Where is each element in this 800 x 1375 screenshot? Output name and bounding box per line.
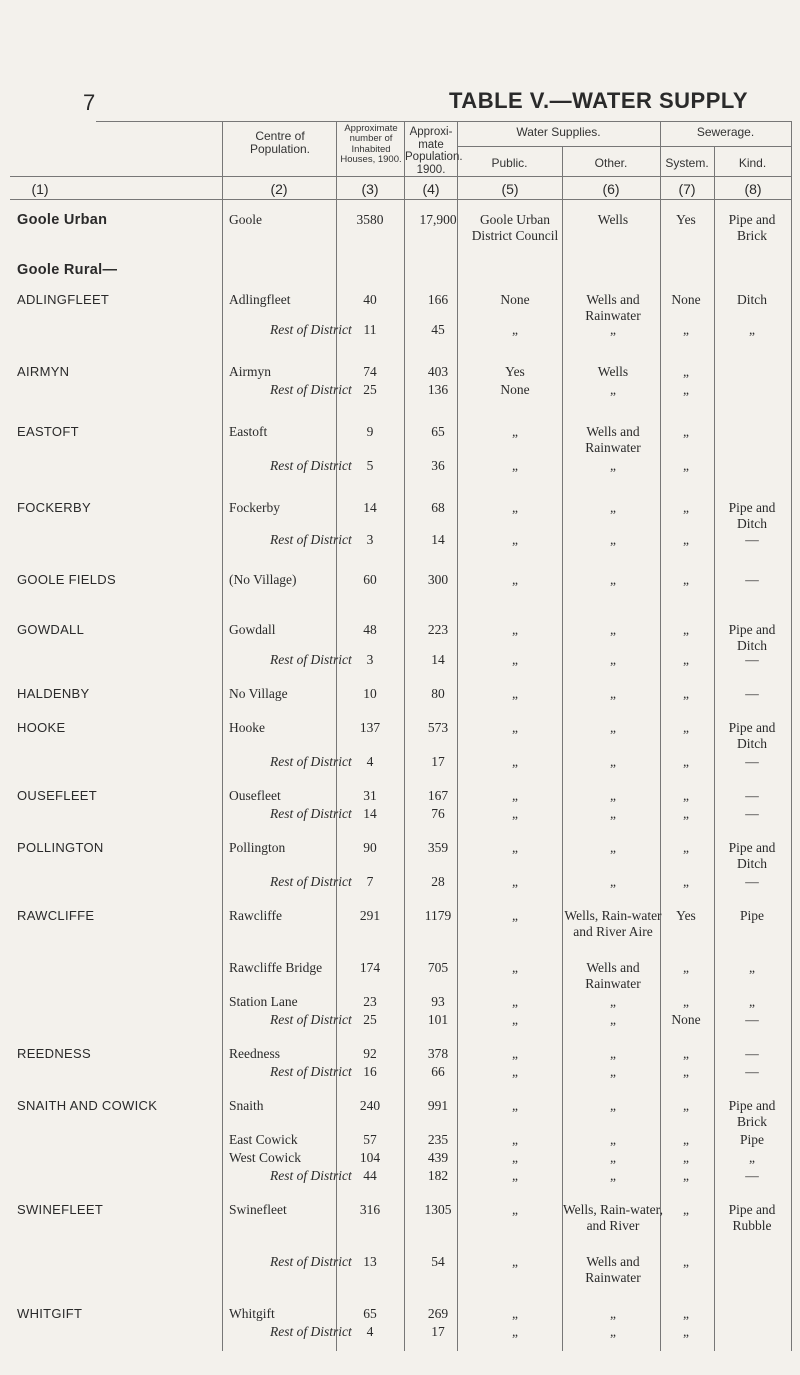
- row-public: „: [512, 1306, 518, 1321]
- row-houses: 48: [363, 622, 377, 637]
- row-centre: Fockerby: [229, 500, 280, 515]
- row-population: 439: [427, 1150, 449, 1165]
- row-kind: Pipe: [739, 908, 764, 923]
- colnum-3: (3): [361, 181, 379, 197]
- row-houses: 4: [366, 1324, 374, 1339]
- row-public: „: [512, 686, 518, 701]
- row-centre: Station Lane: [229, 994, 298, 1009]
- row-population: 76: [431, 806, 445, 821]
- row-district: POLLINGTON: [17, 840, 104, 855]
- row-other: „: [610, 686, 616, 701]
- row-system: „: [683, 1254, 689, 1269]
- row-system: „: [683, 1132, 689, 1147]
- row-system: „: [683, 994, 689, 1009]
- row-public: „: [512, 500, 518, 515]
- row-kind: Pipe and Rubble: [728, 1202, 776, 1233]
- row-houses: 92: [363, 1046, 377, 1061]
- colnum-7: (7): [678, 181, 696, 197]
- row-population: 17: [431, 1324, 445, 1339]
- row-district: OUSEFLEET: [17, 788, 97, 803]
- row-centre: (No Village): [229, 572, 297, 587]
- row-system: „: [683, 1098, 689, 1113]
- header-bottom-rule: [10, 176, 791, 177]
- row-kind: Pipe and Ditch: [728, 720, 776, 751]
- colnum-2: (2): [270, 181, 288, 197]
- row-public: „: [512, 1098, 518, 1113]
- row-district: REEDNESS: [17, 1046, 91, 1061]
- row-centre: Rest of District: [270, 806, 352, 821]
- row-population: 136: [427, 382, 449, 397]
- row-system: „: [683, 840, 689, 855]
- row-other: „: [610, 788, 616, 803]
- row-centre: West Cowick: [229, 1150, 302, 1165]
- row-public: „: [512, 622, 518, 637]
- row-houses: 14: [363, 806, 377, 821]
- row-population: 36: [431, 458, 445, 473]
- row-other: Wells and Rainwater: [585, 960, 641, 991]
- row-population: 65: [431, 424, 445, 439]
- row-houses: 57: [363, 1132, 377, 1147]
- row-system: „: [683, 788, 689, 803]
- row-system: „: [683, 1046, 689, 1061]
- row-public: None: [500, 382, 530, 397]
- row-public: „: [512, 1012, 518, 1027]
- row-houses: 31: [363, 788, 377, 803]
- row-kind: —: [745, 1168, 759, 1183]
- row-system: „: [683, 960, 689, 975]
- row-other: „: [610, 652, 616, 667]
- row-kind: „: [749, 1150, 755, 1165]
- row-houses: 3: [366, 532, 374, 547]
- row-system: None: [671, 1012, 701, 1027]
- row-kind: —: [745, 806, 759, 821]
- row-public: „: [512, 322, 518, 337]
- row-system: „: [683, 572, 689, 587]
- row-other: „: [610, 1324, 616, 1339]
- row-houses: 10: [363, 686, 377, 701]
- row-district: GOOLE FIELDS: [17, 572, 116, 587]
- row-system: „: [683, 874, 689, 889]
- row-houses: 3580: [356, 212, 384, 227]
- row-centre: Swinefleet: [229, 1202, 287, 1217]
- row-centre: Pollington: [229, 840, 286, 855]
- row-public: „: [512, 1150, 518, 1165]
- row-public: „: [512, 572, 518, 587]
- row-houses: 5: [366, 458, 374, 473]
- row-public: „: [512, 532, 518, 547]
- row-population: 80: [431, 686, 445, 701]
- row-public: „: [512, 874, 518, 889]
- row-public: „: [512, 754, 518, 769]
- row-centre: Gowdall: [229, 622, 276, 637]
- row-public: „: [512, 1168, 518, 1183]
- row-centre: Rest of District: [270, 322, 352, 337]
- row-public: „: [512, 840, 518, 855]
- row-population: 45: [431, 322, 445, 337]
- row-houses: 137: [359, 720, 381, 735]
- page-number: 7: [83, 90, 96, 115]
- row-houses: 4: [366, 754, 374, 769]
- row-population: 991: [427, 1098, 449, 1113]
- row-houses: 23: [363, 994, 377, 1009]
- col-rule-8: [791, 121, 792, 1351]
- row-public: Yes: [505, 364, 525, 379]
- row-other: Wells: [597, 364, 629, 379]
- row-population: 17: [431, 754, 445, 769]
- row-public: „: [512, 1046, 518, 1061]
- row-district: GOWDALL: [17, 622, 85, 637]
- row-kind: Pipe and Ditch: [728, 840, 776, 871]
- row-system: „: [683, 364, 689, 379]
- row-centre: Rest of District: [270, 754, 352, 769]
- row-centre: Rest of District: [270, 1012, 352, 1027]
- row-system: „: [683, 1306, 689, 1321]
- subheader-rule: [457, 146, 791, 147]
- row-public: „: [512, 458, 518, 473]
- row-population: 403: [427, 364, 449, 379]
- row-kind: —: [745, 788, 759, 803]
- row-public: „: [512, 994, 518, 1009]
- row-centre: Rest of District: [270, 874, 352, 889]
- row-system: „: [683, 1168, 689, 1183]
- header-houses: Approximate number of Inhabited Houses, 1900.: [340, 123, 402, 166]
- row-centre: No Village: [229, 686, 288, 701]
- row-district: SNAITH AND COWICK: [17, 1098, 158, 1113]
- row-system: „: [683, 458, 689, 473]
- row-population: 28: [431, 874, 445, 889]
- row-population: 378: [427, 1046, 449, 1061]
- row-centre: Whitgift: [229, 1306, 275, 1321]
- row-houses: 3: [366, 652, 374, 667]
- row-system: „: [683, 806, 689, 821]
- row-houses: 74: [363, 364, 377, 379]
- row-houses: 16: [363, 1064, 377, 1079]
- header-kind: Kind.: [738, 156, 767, 170]
- row-centre: Rawcliffe: [229, 908, 282, 923]
- row-population: 93: [431, 994, 445, 1009]
- row-centre: Rest of District: [270, 1324, 352, 1339]
- row-centre: Ousefleet: [229, 788, 281, 803]
- row-centre: Hooke: [229, 720, 265, 735]
- row-public: „: [512, 720, 518, 735]
- row-other: „: [610, 458, 616, 473]
- row-population: 269: [427, 1306, 449, 1321]
- colnum-8: (8): [744, 181, 762, 197]
- row-centre: Adlingfleet: [229, 292, 291, 307]
- row-houses: 60: [363, 572, 377, 587]
- row-kind: —: [745, 1064, 759, 1079]
- row-system: „: [683, 754, 689, 769]
- row-population: 66: [431, 1064, 445, 1079]
- row-other: „: [610, 500, 616, 515]
- colnum-1: (1): [31, 181, 49, 197]
- row-kind: —: [745, 1012, 759, 1027]
- row-houses: 104: [359, 1150, 381, 1165]
- row-kind: —: [745, 572, 759, 587]
- row-system: „: [683, 652, 689, 667]
- row-houses: 25: [363, 382, 377, 397]
- row-population: 235: [427, 1132, 449, 1147]
- row-houses: 65: [363, 1306, 377, 1321]
- header-public: Public.: [491, 156, 528, 170]
- row-district: RAWCLIFFE: [17, 908, 95, 923]
- row-population: 1179: [424, 908, 452, 923]
- row-other: „: [610, 382, 616, 397]
- row-centre: Goole: [229, 212, 262, 227]
- row-population: 54: [431, 1254, 445, 1269]
- row-public: None: [500, 292, 530, 307]
- row-other: „: [610, 1098, 616, 1113]
- row-population: 167: [427, 788, 449, 803]
- row-public: „: [512, 960, 518, 975]
- row-district: FOCKERBY: [17, 500, 91, 515]
- colnum-6: (6): [602, 181, 620, 197]
- row-district: HOOKE: [17, 720, 66, 735]
- row-other: „: [610, 806, 616, 821]
- table-top-rule: [96, 121, 791, 122]
- row-kind: Ditch: [737, 292, 767, 307]
- row-other: Wells: [597, 212, 629, 227]
- row-other: „: [610, 622, 616, 637]
- row-houses: 316: [359, 1202, 381, 1217]
- row-district: Goole Rural—: [17, 262, 118, 278]
- row-system: „: [683, 686, 689, 701]
- row-centre: Rawcliffe Bridge: [229, 960, 323, 975]
- row-public: Goole Urban District Council: [471, 212, 559, 243]
- row-population: 300: [427, 572, 449, 587]
- row-public: „: [512, 652, 518, 667]
- header-sewerage: Sewerage.: [696, 125, 755, 139]
- row-centre: Airmyn: [229, 364, 271, 379]
- row-system: „: [683, 720, 689, 735]
- row-centre: Rest of District: [270, 1254, 352, 1269]
- row-public: „: [512, 1324, 518, 1339]
- row-kind: Pipe and Brick: [728, 1098, 776, 1129]
- row-district: Goole Urban: [17, 212, 108, 228]
- row-public: „: [512, 806, 518, 821]
- row-district: SWINEFLEET: [17, 1202, 104, 1217]
- row-population: 573: [427, 720, 449, 735]
- row-kind: Pipe: [739, 1132, 764, 1147]
- row-district: ADLINGFLEET: [17, 292, 110, 307]
- colnum-rule: [10, 199, 791, 200]
- row-system: „: [683, 1150, 689, 1165]
- row-other: „: [610, 994, 616, 1009]
- row-other: „: [610, 1064, 616, 1079]
- row-centre: Eastoft: [229, 424, 268, 439]
- row-centre: Snaith: [229, 1098, 264, 1113]
- colnum-4: (4): [422, 181, 440, 197]
- row-population: 166: [427, 292, 449, 307]
- row-centre: Rest of District: [270, 1168, 352, 1183]
- row-kind: Pipe and Ditch: [728, 500, 776, 531]
- row-other: Wells and Rainwater: [585, 292, 641, 323]
- row-houses: 40: [363, 292, 377, 307]
- row-centre: East Cowick: [229, 1132, 298, 1147]
- row-system: „: [683, 500, 689, 515]
- row-other: „: [610, 874, 616, 889]
- row-houses: 13: [363, 1254, 377, 1269]
- row-public: „: [512, 1254, 518, 1269]
- row-other: Wells, Rain-water and River Aire: [564, 908, 662, 939]
- row-system: „: [683, 622, 689, 637]
- row-houses: 9: [366, 424, 374, 439]
- row-district: HALDENBY: [17, 686, 90, 701]
- row-houses: 174: [359, 960, 381, 975]
- row-district: WHITGIFT: [17, 1306, 83, 1321]
- row-kind: —: [745, 874, 759, 889]
- row-other: Wells and Rainwater: [585, 1254, 641, 1285]
- row-public: „: [512, 424, 518, 439]
- row-other: „: [610, 754, 616, 769]
- row-population: 182: [427, 1168, 449, 1183]
- header-water: Water Supplies.: [516, 125, 601, 139]
- row-other: „: [610, 572, 616, 587]
- colnum-5: (5): [501, 181, 519, 197]
- row-kind: —: [745, 754, 759, 769]
- row-system: None: [671, 292, 701, 307]
- header-centre: Centre of Population.: [249, 129, 311, 157]
- row-houses: 11: [363, 322, 377, 337]
- row-population: 68: [431, 500, 445, 515]
- row-other: Wells and Rainwater: [585, 424, 641, 455]
- row-centre: Rest of District: [270, 652, 352, 667]
- row-district: AIRMYN: [17, 364, 70, 379]
- row-houses: 25: [363, 1012, 377, 1027]
- row-houses: 14: [363, 500, 377, 515]
- row-population: 14: [431, 652, 445, 667]
- header-other: Other.: [594, 156, 628, 170]
- row-centre: Rest of District: [270, 458, 352, 473]
- row-public: „: [512, 1202, 518, 1217]
- col-rule-3: [404, 121, 405, 1351]
- row-public: „: [512, 1064, 518, 1079]
- row-kind: „: [749, 960, 755, 975]
- row-other: „: [610, 720, 616, 735]
- row-other: „: [610, 322, 616, 337]
- row-houses: 90: [363, 840, 377, 855]
- row-other: „: [610, 532, 616, 547]
- row-system: „: [683, 532, 689, 547]
- row-system: „: [683, 382, 689, 397]
- row-kind: Pipe and Brick: [728, 212, 776, 243]
- row-centre: Rest of District: [270, 1064, 352, 1079]
- row-system: „: [683, 424, 689, 439]
- row-centre: Reedness: [229, 1046, 280, 1061]
- row-public: „: [512, 1132, 518, 1147]
- row-population: 17,900: [419, 212, 457, 227]
- header-population: Approxi- mate Population. 1900.: [405, 126, 463, 176]
- row-system: Yes: [676, 212, 696, 227]
- row-public: „: [512, 788, 518, 803]
- row-other: „: [610, 840, 616, 855]
- row-houses: 44: [363, 1168, 377, 1183]
- row-other: „: [610, 1150, 616, 1165]
- row-kind: —: [745, 1046, 759, 1061]
- row-other: „: [610, 1168, 616, 1183]
- row-system: „: [683, 322, 689, 337]
- row-other: „: [610, 1132, 616, 1147]
- row-other: „: [610, 1012, 616, 1027]
- row-population: 14: [431, 532, 445, 547]
- row-other: „: [610, 1046, 616, 1061]
- row-system: Yes: [676, 908, 696, 923]
- row-centre: Rest of District: [270, 382, 352, 397]
- row-system: „: [683, 1324, 689, 1339]
- row-kind: —: [745, 652, 759, 667]
- row-kind: „: [749, 994, 755, 1009]
- row-population: 705: [427, 960, 449, 975]
- row-kind: —: [745, 686, 759, 701]
- row-district: EASTOFT: [17, 424, 79, 439]
- row-kind: „: [749, 322, 755, 337]
- row-population: 359: [427, 840, 449, 855]
- row-system: „: [683, 1202, 689, 1217]
- row-population: 223: [427, 622, 449, 637]
- row-system: „: [683, 1064, 689, 1079]
- page-title: TABLE V.—WATER SUPPLY: [449, 88, 748, 113]
- row-population: 1305: [424, 1202, 452, 1217]
- row-houses: 291: [359, 908, 381, 923]
- col-rule-2: [336, 121, 337, 1351]
- row-public: „: [512, 908, 518, 923]
- col-rule-1: [222, 121, 223, 1351]
- row-houses: 240: [359, 1098, 381, 1113]
- header-system: System.: [665, 156, 709, 170]
- row-kind: Pipe and Ditch: [728, 622, 776, 653]
- row-houses: 7: [366, 874, 374, 889]
- row-other: Wells, Rain-water, and River: [563, 1202, 663, 1233]
- row-kind: —: [745, 532, 759, 547]
- row-other: „: [610, 1306, 616, 1321]
- row-population: 101: [427, 1012, 449, 1027]
- row-centre: Rest of District: [270, 532, 352, 547]
